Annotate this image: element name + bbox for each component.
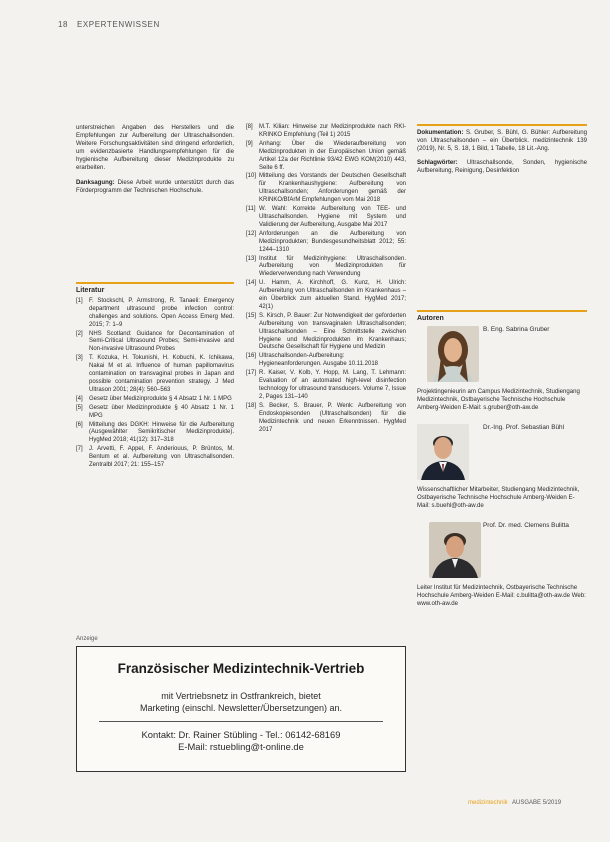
reference-item: [246, 173, 406, 205]
reference-text: W. Wahl: Korrekte Aufbereitung von TEE- und Ultraschallsonden. Hygiene mit System und Validierung der Aufbereitung, Ausgabe Mai 2017: [259, 206, 406, 228]
reference-item: [76, 405, 234, 421]
reference-item: [246, 403, 406, 435]
acknowledgement-text: Diese Arbeit wurde unterstützt durch das Förderprogramm der Technischen Hochschule.: [76, 178, 234, 194]
reference-text: Institut für Medizinhygiene: Ultraschallsonden. Aufbereitung von Medizinprodukten für Wiederverwendung nach Verwendung: [259, 255, 406, 278]
authors-section: [417, 310, 587, 608]
reference-item: [246, 280, 406, 312]
reference-number: [4]: [76, 395, 83, 402]
reference-number: [2]: [76, 330, 83, 337]
reference-number: [1]: [76, 297, 83, 304]
reference-text: F. Stockschl, P. Armstrong, R. Tanaeli: Emergency department ultrasound probe infection control: challenges and solutions. Open Access Emerg Med. 2015; 7: 1–9: [89, 297, 234, 328]
reference-text: Mitteilung des Vorstands der Deutschen Gesellschaft für Krankenhaushygiene: Aufbereitung von Ultraschallsonden; Anforderungen gemäß der KRINKO/BfArM Empfehlungen vom Mai 2018: [259, 173, 406, 204]
reference-number: [16]: [246, 353, 257, 360]
author-card: [417, 522, 587, 608]
section-title: EXPERTENWISSEN: [76, 20, 160, 29]
reference-item: [246, 231, 406, 255]
documentation: [417, 129, 587, 153]
reference-number: [3]: [76, 355, 83, 362]
reference-text: U. Hamm, A. Kirchhoff, G. Kunz, H. Ulrich: Aufbereitung von Ultraschallsonden im Krankenhaus – ein Überblick zum aktuellen Stand. HygMed 2017; 42(1): [259, 280, 406, 310]
reference-text: R. Kaiser, V. Kolb, Y. Hopp, M. Lang, T. Lehmann: Evaluation of an automated high-level disinfection technology for ultrasound transducers. Volume 7, Issue 2, Pages 131–140: [259, 370, 406, 400]
reference-number: [15]: [246, 312, 257, 319]
reference-number: [6]: [76, 421, 83, 428]
author-card: [417, 424, 587, 510]
reference-item: [76, 355, 234, 395]
reference-text: J. Arvetti, F. Appel, F. Anderiouus, P. Brüntos, M. Bentum et al. Aufbereitung von Ultraschallsonden. Zentralbl 2017; 21: 155–157: [89, 446, 234, 469]
reference-number: [5]: [76, 404, 83, 411]
references-left: [76, 282, 234, 471]
author-description: Wissenschaftlicher Mitarbeiter, Studiengang Medizintechnik, Ostbayerische Technische Hochschule Amberg-Weiden E-Mail: s.buehl@oth-aw.de: [417, 486, 580, 509]
ad-title: Französischer Medizintechnik-Vertrieb: [117, 661, 365, 676]
acknowledgement-label: Danksagung:: [76, 178, 115, 186]
reference-item: [246, 141, 406, 173]
reference-text: Gesetz über Medizinprodukte § 4 Absatz 1 Nr. 1 MPG: [89, 395, 232, 402]
reference-list: [246, 124, 406, 434]
reference-text: T. Kozuka, H. Tokunishi, H. Kobuchi, K. Ichikawa, Nakai M et al. Influence of human papillomavirus contamination on transvaginal probes in Japan and possible contamination prevention strategy. J Med Ultrason 2001; 28(4): 560–563: [89, 355, 234, 393]
author-description: Leiter Institut für Medizintechnik, Ostbayerische Technische Hochschule Amberg-Weiden E-Mail: c.bulitta@oth-aw.de Web: www.oth-aw.de: [417, 584, 586, 607]
author-name: B. Eng. Sabrina Gruber: [483, 326, 550, 333]
reference-item: [246, 353, 406, 369]
reference-item: [246, 124, 406, 140]
reference-number: [8]: [246, 124, 253, 130]
reference-item: [76, 331, 234, 355]
reference-text: Mitteilung des DGKH: Hinweise für die Aufbereitung (Ausgewählter Semikritischer Medizinprodukte). HygMed 2018; 41(12): 317–318: [89, 421, 234, 444]
reference-number: [11]: [246, 206, 256, 213]
reference-number: [13]: [246, 255, 257, 262]
column-right: [417, 124, 587, 181]
reference-number: [18]: [246, 402, 257, 409]
documentation-text: S. Gruber, S. Bühl, G. Bühler: Aufbereitung von Ultraschallsonden – ein Überblick. medizintechnik 139 (2019), Nr. 5, S. 18, 1 Bild, 1 Tabelle, 18 Lit.-Ang.: [417, 129, 587, 153]
reference-text: S. Becker, S. Brauer, P. Wenk: Aufbereitung von Endoskopiesonden (Ultraschallsonden) für die Medizintechnik und neuen Erkenntnissen. HygMed 2017: [259, 402, 406, 433]
documentation-label: Dokumentation:: [417, 129, 464, 136]
author-name: Prof. Dr. med. Clemens Bulitta: [483, 522, 569, 529]
reference-list: [76, 298, 234, 470]
page-footer: [468, 800, 561, 806]
ad-contact-phone: Kontakt: Dr. Rainer Stübling - Tel.: 06142-68169: [141, 729, 341, 740]
references-right: [246, 124, 406, 435]
reference-item: [246, 256, 406, 280]
reference-number: [12]: [246, 230, 257, 237]
literature-heading: Literatur: [76, 287, 105, 294]
reference-item: [246, 206, 406, 230]
footer-journal: medizintechnik: [468, 800, 508, 806]
author-photo: [417, 424, 469, 480]
author-photo: [427, 326, 479, 382]
section-rule: [76, 282, 234, 284]
author-photo: [429, 522, 481, 578]
reference-item: [76, 422, 234, 446]
page-header: [58, 20, 160, 29]
intro-paragraph: unterstreichen Angaben des Herstellers und die Empfehlungen zur Aufbereitung der Ultraschallsonden. Weitere Forschungsaktivitäten sind dringend erforderlich, um evidenzbasierte Handlungsempfehlungen für die hygienische Aufbereitung dieser Medizinprodukte zu erarbeiten.: [76, 124, 234, 172]
reference-text: Anhang: Über die Wiederaufbereitung von Medizinprodukten in der Europäischen Union gemäß Artikel 12a der Richtlinie 93/42 EWG KOM(2010) 443, Seite 6 ff.: [259, 140, 406, 171]
page-number: 18: [58, 20, 69, 29]
keywords-text: Ultraschallsonde, Sonden, hygienische Aufbereitung, Reinigung, Desinfektion: [417, 159, 587, 175]
keywords: [417, 159, 587, 175]
reference-item: [246, 313, 406, 353]
ad-contact-email: E-Mail: rstuebling@t-online.de: [178, 741, 304, 752]
reference-number: [14]: [246, 280, 257, 287]
reference-text: M.T. Kilian: Hinweise zur Medizinprodukte nach RKI-KRINKO Empfehlung (Teil 1) 2015: [259, 124, 406, 138]
reference-text: NHS Scotland: Guidance for Decontamination of Semi-Critical Ultrasound Probes; Semi-invasive and Non-invasive Ultrasound Probes: [89, 330, 234, 353]
section-rule: [417, 124, 587, 126]
author-card: [417, 326, 587, 412]
ad-text-line: Marketing (einschl. Newsletter/Übersetzungen) an.: [139, 703, 343, 713]
ad-divider: [99, 721, 383, 722]
author-name: Dr.-Ing. Prof. Sebastian Bühl: [483, 424, 564, 431]
ad-label: Anzeige: [76, 636, 98, 642]
ad-text-line: mit Vertriebsnetz in Ostfrankreich, bietet: [161, 691, 321, 701]
author-description: Projektingenieurin am Campus Medizintechnik, Studiengang Medizintechnik, Ostbayerische Technische Hochschule Amberg-Weiden E-Mail: s.gruber@oth-aw.de: [417, 388, 580, 411]
section-rule: [417, 310, 587, 312]
advertisement-box: [76, 646, 406, 772]
authors-heading: Autoren: [417, 315, 444, 322]
reference-number: [9]: [246, 140, 253, 147]
reference-number: [7]: [76, 446, 83, 453]
reference-text: Ultraschallsonden-Aufbereitung: Hygieneanforderungen. Ausgabe 10.11.2018: [259, 353, 378, 368]
acknowledgement: [76, 179, 234, 195]
reference-item: [76, 446, 234, 470]
keywords-label: Schlagwörter:: [417, 159, 458, 167]
reference-text: Gesetz über Medizinprodukte § 40 Absatz 1 Nr. 1 MPG: [89, 404, 234, 419]
reference-number: [17]: [246, 370, 257, 377]
reference-item: [246, 370, 406, 402]
reference-item: [76, 396, 234, 404]
column-left: [76, 124, 234, 201]
reference-text: Anforderungen an die Aufbereitung von Medizinprodukten; Bundesgesundheitsblatt 2012; 55: 1244–1310: [259, 230, 406, 253]
reference-number: [10]: [246, 173, 257, 180]
reference-text: S. Kirsch, P. Bauer: Zur Notwendigkeit der geforderten Aufbereitung von transvaginalen Ultraschallsonden; Ultraschallsonden – Eine Schnittstelle zwischen Hygiene und Medizinprodukten im Krankenhaus; Deutsche Gesellschaft für Hygiene und Medizin: [259, 312, 406, 351]
reference-item: [76, 298, 234, 330]
footer-issue: AUSGABE 5/2019: [512, 800, 562, 806]
